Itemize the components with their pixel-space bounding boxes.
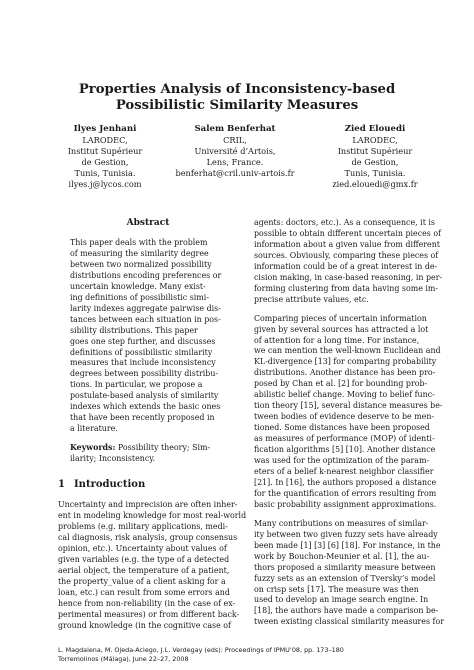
text-line: basic probability assignment approximations. xyxy=(254,499,437,509)
text-line: hence from non-reliability (in the case of ex- xyxy=(58,598,236,608)
author-affiliation-line: de Gestion, xyxy=(351,157,399,167)
author-2 xyxy=(140,124,330,179)
author-affiliation-line: CRIL, xyxy=(223,135,247,145)
text-line: Uncertainty and imprecision are often inher- xyxy=(58,500,238,510)
text-line: tween bodies of evidence deserve to be men- xyxy=(254,412,435,422)
text-line: tions. In particular, we propose a xyxy=(70,380,203,390)
text-line: fuzzy sets as an extension of Tversky’s model xyxy=(254,573,436,583)
text-line: possible to obtain different uncertain pieces of xyxy=(254,228,442,238)
author-name: Zied Elouedi xyxy=(344,124,406,134)
author-affiliation-line: Tunis, Tunisia. xyxy=(74,168,136,178)
text-line: the property_value of a client asking for a xyxy=(58,576,226,586)
text-line: that have been recently proposed in xyxy=(70,413,215,423)
author-email: zied.elouedi@gmx.fr xyxy=(332,179,418,189)
author-email: ilyes.j@lycos.com xyxy=(68,179,142,189)
text-line: This paper deals with the problem xyxy=(70,238,208,247)
author-name: Salem Benferhat xyxy=(194,124,276,134)
text-line: thors proposed a similarity measure between xyxy=(254,562,436,572)
author-email: benferhat@cril.univ-artois.fr xyxy=(175,168,295,178)
text-line: between two normalized possibility xyxy=(70,259,212,269)
text-line: definitions of possibilistic similarity xyxy=(70,347,213,357)
paragraph xyxy=(254,313,443,511)
text-line: loan, etc.) can result from some errors and xyxy=(58,587,230,597)
text-line: cision making, in case-based reasoning, in per- xyxy=(254,272,443,282)
text-line: problems (e.g. military applications, medi- xyxy=(58,521,228,531)
author-affiliation-line: Lens, France. xyxy=(206,157,264,167)
text-line: eters of a belief k-nearest neighbor classifier xyxy=(254,466,434,476)
text-line: indexes which extends the basic ones xyxy=(70,402,221,412)
text-line: ing definitions of possibilistic simi- xyxy=(70,292,209,302)
author-name: Ilyes Jenhani xyxy=(73,124,137,134)
text-line: perimental measures) or from different back- xyxy=(58,609,240,619)
section-number: 1 xyxy=(58,479,65,491)
text-line: of measuring the similarity degree xyxy=(70,248,209,258)
text-line: ity between two given fuzzy sets have already xyxy=(254,529,438,539)
text-line: degrees between possibility distribu- xyxy=(70,369,219,379)
text-line: postulate-based analysis of similarity xyxy=(70,391,219,401)
text-line: goes one step further, and discusses xyxy=(70,336,216,346)
text-line: been made [1] [3] [6] [18]. For instance, in the xyxy=(254,540,441,550)
text-line: aerial object, the temperature of a patient, xyxy=(58,565,230,575)
text-line: tween existing classical similarity measures for xyxy=(254,617,444,627)
text-line: of attention for a long time. For instance, xyxy=(254,335,420,345)
text-line: [18], the authors have made a comparison be- xyxy=(254,606,439,616)
section-title: Introduction xyxy=(74,479,146,491)
author-affiliation-line: Institut Supérieur xyxy=(67,146,143,156)
right-column xyxy=(254,218,444,628)
text-line: larity indexes aggregate pairwise dis- xyxy=(70,303,221,313)
text-line: posed by Chan et al. [2] for bounding prob- xyxy=(254,379,428,389)
text-line: distributions encoding preferences or xyxy=(70,270,222,280)
keywords-text: Possibility theory; Sim- xyxy=(115,443,211,453)
text-line: information could be of a great interest in de- xyxy=(254,261,438,271)
author-affiliation-line: LARODEC, xyxy=(82,135,128,145)
text-line: we can mention the well-known Euclidean and xyxy=(254,346,441,356)
text-line: ground knowledge (in the cognitive case of xyxy=(58,620,231,630)
text-line: [21]. In [16], the authors proposed a distance xyxy=(254,477,437,487)
abstract-heading: Abstract xyxy=(126,218,170,228)
keywords-text-cont: ilarity; Inconsistency. xyxy=(70,454,156,464)
text-line: ent in modeling knowledge for most real-world xyxy=(58,511,247,521)
text-line: as measures of performance (MOP) of identi- xyxy=(254,434,435,444)
text-line: tances between each situation in pos- xyxy=(70,314,221,324)
author-3 xyxy=(315,124,435,190)
text-line: information about a given value from different xyxy=(254,239,440,249)
text-line: sibility distributions. This paper xyxy=(70,325,198,335)
text-line: cal diagnosis, risk analysis, group consensus xyxy=(58,532,238,542)
paper-title xyxy=(40,82,434,114)
text-line: Many contributions on measures of similar- xyxy=(254,518,429,528)
paragraph xyxy=(254,518,444,629)
text-line: agents: doctors, etc.). As a consequence, it is xyxy=(254,218,435,227)
text-line: uncertain knowledge. Many exist- xyxy=(70,281,206,291)
text-line: measures that include inconsistency xyxy=(70,358,216,368)
author-affiliation-line: Tunis, Tunisia. xyxy=(344,168,406,178)
text-line: tioned. Some distances have been proposed xyxy=(254,423,430,433)
text-line: used to develop an image search engine. In xyxy=(254,595,429,605)
abstract-body xyxy=(70,238,228,435)
footer-line-1: L. Magdalena, M. Ojeda-Aciego, J.L. Verdegay (eds): Proceedings of IPMU’08, pp. 173–180 xyxy=(58,646,344,654)
footer-line-2: Torremolinos (Málaga), June 22–27, 2008 xyxy=(58,654,189,663)
author-affiliation-line: de Gestion, xyxy=(81,157,129,167)
text-line: sources. Obviously, comparing these pieces of xyxy=(254,250,439,260)
text-line: was used for the optimization of the param- xyxy=(254,456,430,466)
text-line: forming clustering from data having some im- xyxy=(254,283,439,293)
left-column xyxy=(58,218,247,632)
keywords-label: Keywords: xyxy=(70,443,116,453)
text-line: on crisp sets [17]. The measure was then xyxy=(254,584,419,594)
text-line: distributions. Another distance has been pro- xyxy=(254,368,436,378)
proceedings-footer xyxy=(58,646,438,663)
author-affiliation-line: Institut Supérieur xyxy=(337,146,413,156)
section-heading xyxy=(58,479,238,490)
text-line: KL-divergence [13] for comparing probability xyxy=(254,357,437,367)
text-line: work by Bouchon-Meunier et al. [1], the au- xyxy=(254,551,430,561)
text-line: fication algorithms [5] [10]. Another distance xyxy=(254,445,436,455)
text-line: opinion, etc.). Uncertainty about values of xyxy=(58,543,227,553)
title-line-1: Properties Analysis of Inconsistency-based xyxy=(78,82,396,97)
paragraph xyxy=(254,218,443,306)
introduction-text xyxy=(58,500,247,631)
text-line: abilistic belief change. Moving to belief func- xyxy=(254,390,435,400)
author-affiliation-line: Université d’Artois, xyxy=(194,146,276,156)
text-line: given variables (e.g. the type of a detected xyxy=(58,554,230,564)
text-line: tion theory [15], several distance measures be- xyxy=(254,401,443,411)
text-line: a literature. xyxy=(70,424,118,434)
title-line-2: Possibilistic Similarity Measures xyxy=(115,98,359,113)
text-line: Comparing pieces of uncertain information xyxy=(254,313,427,323)
author-affiliation-line: LARODEC, xyxy=(352,135,398,145)
text-line: for the quantification of errors resulting from xyxy=(254,488,437,498)
keywords xyxy=(70,443,228,465)
text-line: given by several sources has attracted a lot xyxy=(254,324,429,334)
text-line: precise attribute values, etc. xyxy=(254,294,369,304)
